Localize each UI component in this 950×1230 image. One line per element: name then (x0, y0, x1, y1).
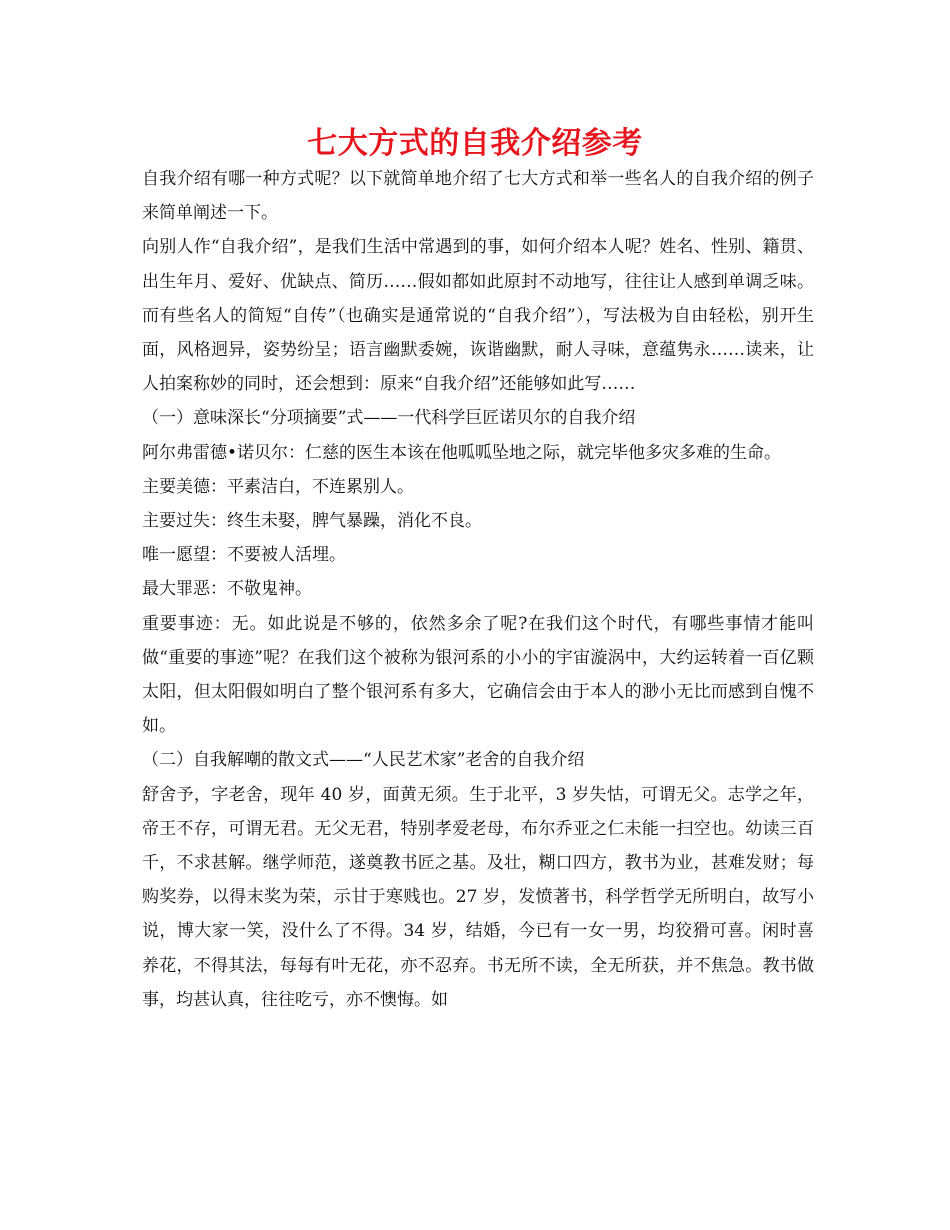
paragraph-nobel-virtue: 主要美德：平素洁白，不连累别人。 (142, 476, 414, 497)
paragraph-nobel-deeds: 重要事迹：无。如此说是不够的，依然多余了呢?在我们这个时代，有哪些事情才能叫做“重要的事迹”呢？在我们这个被称为银河系的小小的宇宙漩涡中，大约运转着一百亿颗太阳，但太阳假如明白了整个银河系有多大，它确信会由于本人的渺小无比而感到自愧不如。 (142, 613, 814, 737)
paragraph-nobel-sin: 最大罪恶：不敬鬼神。 (142, 579, 312, 600)
section-heading-2: （二）自我解嘲的散文式——“人民艺术家”老舍的自我介绍 (142, 750, 585, 771)
paragraph-intro: 自我介绍有哪一种方式呢？以下就简单地介绍了七大方式和举一些名人的自我介绍的例子来简单阐述一下。 (142, 169, 814, 224)
paragraph-nobel-faults: 主要过失：终生未娶，脾气暴躁，消化不良。 (142, 511, 482, 532)
paragraph-laoshe: 舒舍予，字老舍，现年 40 岁，面黄无须。生于北平，3 岁失怙，可谓无父。志学之年，帝王不存，可谓无君。无父无君，特别孝爱老母，布尔乔亚之仁未能一扫空也。幼读三百千，不求甚解。继学师范，遂奠教书匠之基。及壮，糊口四方，教书为业，甚难发财；每购奖券，以得末奖为荣，示甘于寒贱也。27 岁，发愤著书，科学哲学无所明白，故写小说，博大家一笑，没什么了不得。34 岁，结婚，今已有一女一男，均狡猾可喜。闲时喜养花，不得其法，每每有叶无花，亦不忍弃。书无所不读，全无所获，并不焦急。教书做事，均甚认真，往往吃亏，亦不懊悔。如 (142, 784, 814, 1010)
paragraph-background: 向别人作“自我介绍”，是我们生活中常遇到的事，如何介绍本人呢？姓名、性别、籍贯、出生年月、爱好、优缺点、简历……假如都如此原封不动地写，往往让人感到单调乏味。而有些名人的简短“自传”（也确实是通常说的“自我介绍”），写法极为自由轻松，别开生面，风格迥异，姿势纷呈；语言幽默委婉，诙谐幽默，耐人寻味，意蕴隽永……读来，让人拍案称妙的同时，还会想到：原来“自我介绍”还能够如此写…… (142, 237, 814, 395)
paragraph-nobel-wish: 唯一愿望：不要被人活埋。 (142, 545, 346, 566)
document-title: 七大方式的自我介绍参考 (307, 126, 643, 161)
document-body (142, 162, 814, 1017)
paragraph-nobel-opening: 阿尔弗雷德•诺贝尔：仁慈的医生本该在他呱呱坠地之际，就完毕他多灾多难的生命。 (142, 442, 782, 463)
section-heading-1: （一）意味深长“分项摘要”式——一代科学巨匠诺贝尔的自我介绍 (142, 408, 636, 429)
